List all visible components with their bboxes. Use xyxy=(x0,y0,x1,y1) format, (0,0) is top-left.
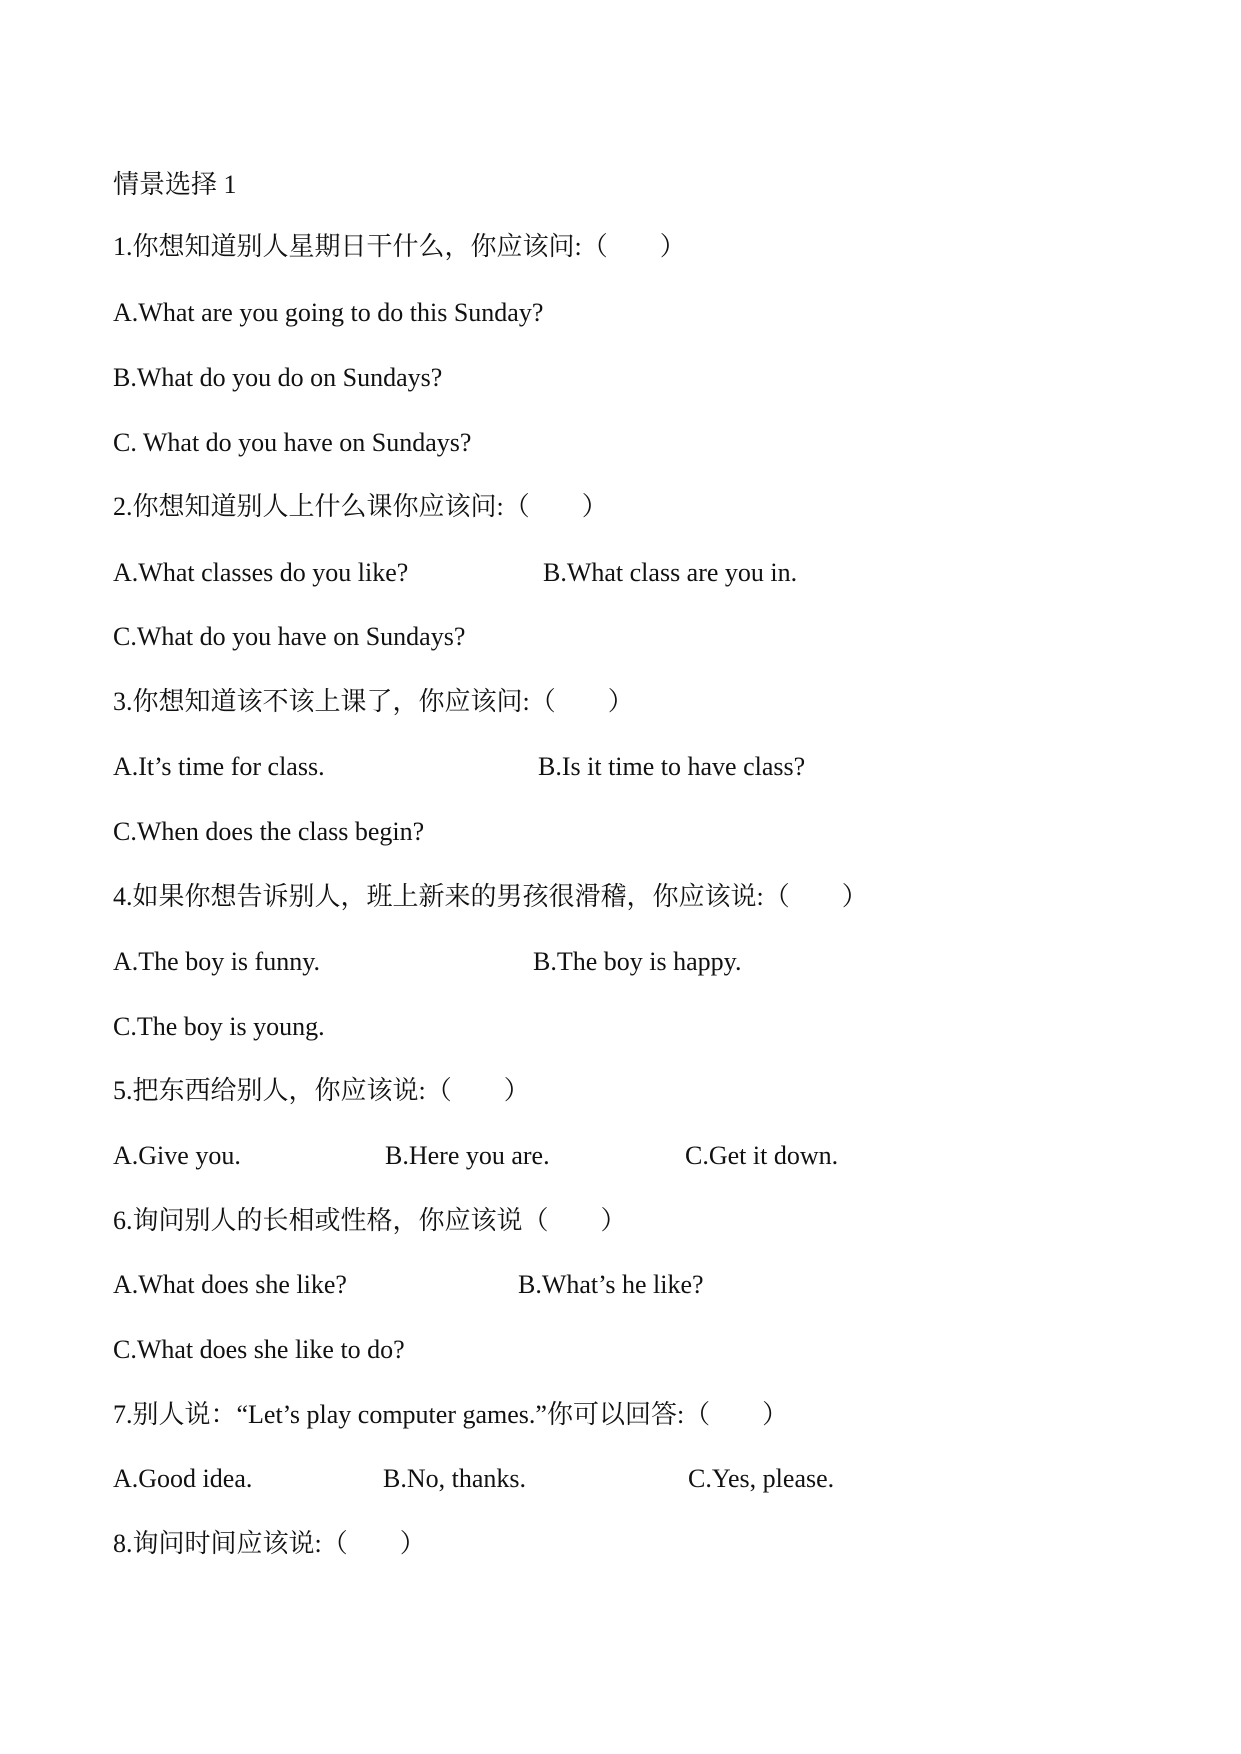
question-2: 2.你想知道别人上什么课你应该问:（ ） xyxy=(113,492,608,521)
q7-option-b: B.No, thanks. xyxy=(383,1464,526,1493)
q4-option-c: C.The boy is young. xyxy=(113,1012,325,1041)
q6-option-a: A.What does she like? xyxy=(113,1270,347,1299)
question-6: 6.询问别人的长相或性格，你应该说（ ） xyxy=(113,1206,627,1235)
question-5: 5.把东西给别人，你应该说:（ ） xyxy=(113,1076,530,1105)
q5-option-b: B.Here you are. xyxy=(385,1141,550,1170)
question-3: 3.你想知道该不该上课了，你应该问:（ ） xyxy=(113,687,634,716)
question-8: 8.询问时间应该说:（ ） xyxy=(113,1529,426,1558)
q7-option-c: C.Yes, please. xyxy=(688,1464,835,1493)
q3-option-b: B.Is it time to have class? xyxy=(538,752,806,781)
q4-option-b: B.The boy is happy. xyxy=(533,947,742,976)
question-4: 4.如果你想告诉别人，班上新来的男孩很滑稽，你应该说:（ ） xyxy=(113,882,868,911)
q2-option-b: B.What class are you in. xyxy=(543,558,798,587)
q7-option-a: A.Good idea. xyxy=(113,1464,253,1493)
q4-option-a: A.The boy is funny. xyxy=(113,947,321,976)
q3-option-c: C.When does the class begin? xyxy=(113,817,425,846)
q6-option-c: C.What does she like to do? xyxy=(113,1335,405,1364)
q5-option-a: A.Give you. xyxy=(113,1141,241,1170)
q2-option-c: C.What do you have on Sundays? xyxy=(113,622,466,651)
question-7: 7.别人说：“Let’s play computer games.”你可以回答:（ ） xyxy=(113,1400,789,1429)
q6-option-b: B.What’s he like? xyxy=(518,1270,704,1299)
q1-option-c: C. What do you have on Sundays? xyxy=(113,428,472,457)
q1-option-b: B.What do you do on Sundays? xyxy=(113,363,443,392)
q2-option-a: A.What classes do you like? xyxy=(113,558,409,587)
q1-option-a: A.What are you going to do this Sunday? xyxy=(113,298,544,327)
question-1: 1.你想知道别人星期日干什么，你应该问:（ ） xyxy=(113,232,686,261)
q5-option-c: C.Get it down. xyxy=(685,1141,839,1170)
q3-option-a: A.It’s time for class. xyxy=(113,752,325,781)
page-title: 情景选择 1 xyxy=(113,170,237,199)
